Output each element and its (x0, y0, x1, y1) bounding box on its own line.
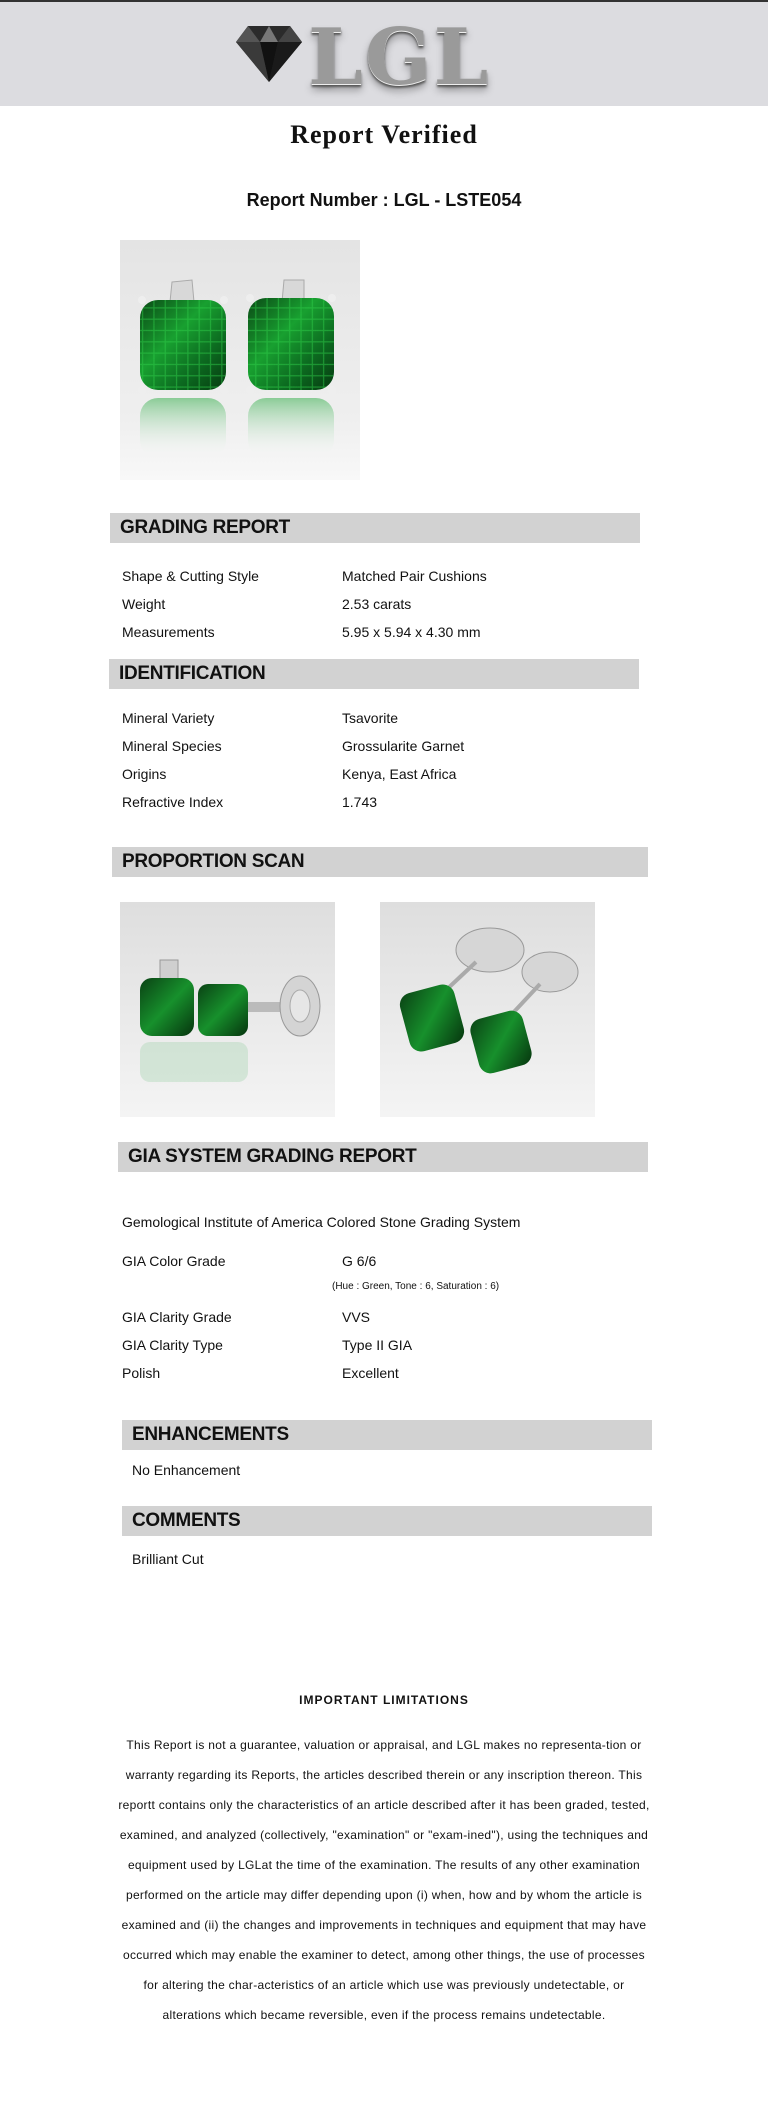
weight-value: 2.53 carats (342, 596, 412, 612)
proportion-scan-heading: PROPORTION SCAN (122, 851, 305, 872)
header-band (0, 0, 768, 106)
enhancements-text: No Enhancement (132, 1462, 241, 1478)
mineral-variety-label: Mineral Variety (122, 710, 215, 726)
gia-clarity-type-label: GIA Clarity Type (122, 1337, 223, 1353)
weight-label: Weight (122, 596, 166, 612)
grading-report-header (110, 513, 640, 543)
polish-value: Excellent (342, 1365, 399, 1381)
comments-text: Brilliant Cut (132, 1551, 204, 1567)
gia-color-value: G 6/6 (342, 1253, 377, 1269)
refractive-index-label: Refractive Index (122, 794, 224, 810)
gia-color-label: GIA Color Grade (122, 1253, 226, 1269)
proportion-photo-angle (380, 902, 595, 1117)
origins-value: Kenya, East Africa (342, 766, 457, 782)
gia-system-name: Gemological Institute of America Colored Stone Grading System (122, 1214, 521, 1230)
gia-heading: GIA SYSTEM GRADING REPORT (128, 1146, 417, 1167)
earrings-photo (120, 240, 360, 480)
proportion-scan-header (112, 847, 648, 877)
measurements-label: Measurements (122, 624, 215, 640)
proportion-photo-front (120, 902, 335, 1117)
comments-header (122, 1506, 652, 1536)
mineral-species-value: Grossularite Garnet (342, 738, 465, 754)
diamond-icon (234, 22, 304, 84)
refractive-index-value: 1.743 (342, 794, 378, 810)
origins-label: Origins (122, 766, 167, 782)
mineral-variety-value: Tsavorite (342, 710, 399, 726)
gia-clarity-grade-label: GIA Clarity Grade (122, 1309, 232, 1325)
identification-heading: IDENTIFICATION (119, 663, 266, 684)
limitations-heading: IMPORTANT LIMITATIONS (299, 1693, 469, 1707)
enhancements-heading: ENHANCEMENTS (132, 1424, 289, 1445)
gia-header (118, 1142, 648, 1172)
polish-label: Polish (122, 1365, 161, 1381)
identification-header (109, 659, 639, 689)
report-number: Report Number : LGL - LSTE054 (246, 190, 522, 210)
enhancements-header (122, 1420, 652, 1450)
gia-color-note: (Hue : Green, Tone : 6, Saturation : 6) (332, 1281, 500, 1292)
limitations-text: This Report is not a guarantee, valuation or appraisal, and LGL makes no representa-tion or warranty regarding its Reports, the articles described therein or any inscription thereon. This reportt contains only the characteristics of an article described after it has been graded, tested, examined, and analyzed (collectively, "examination" or "exam-ined"), using the techniques and equipment used by LGLat the time of the examination. The results of any other examination performed on the article may differ depending upon (i) when, how and by whom the article is examined and (ii) the changes and improvements in techniques and equipment that may have occurred which may enable the examiner to detect, among other things, the use of processes for altering the char-acteristics of an article which use was previously undetectable, or alterations which became reversible, even if the process remains undetectable. (118, 1738, 650, 2022)
lgl-logo (234, 12, 491, 103)
shape-value: Matched Pair Cushions (342, 568, 487, 584)
shape-label: Shape & Cutting Style (122, 568, 259, 584)
logo-text: LGL (308, 12, 491, 103)
measurements-value: 5.95 x 5.94 x 4.30 mm (342, 624, 481, 640)
gia-clarity-type-value: Type II GIA (342, 1337, 413, 1353)
gia-clarity-grade-value: VVS (342, 1309, 371, 1325)
mineral-species-label: Mineral Species (122, 738, 222, 754)
page-title: Report Verified (290, 120, 478, 149)
grading-report-heading: GRADING REPORT (120, 517, 290, 538)
comments-heading: COMMENTS (132, 1510, 241, 1531)
